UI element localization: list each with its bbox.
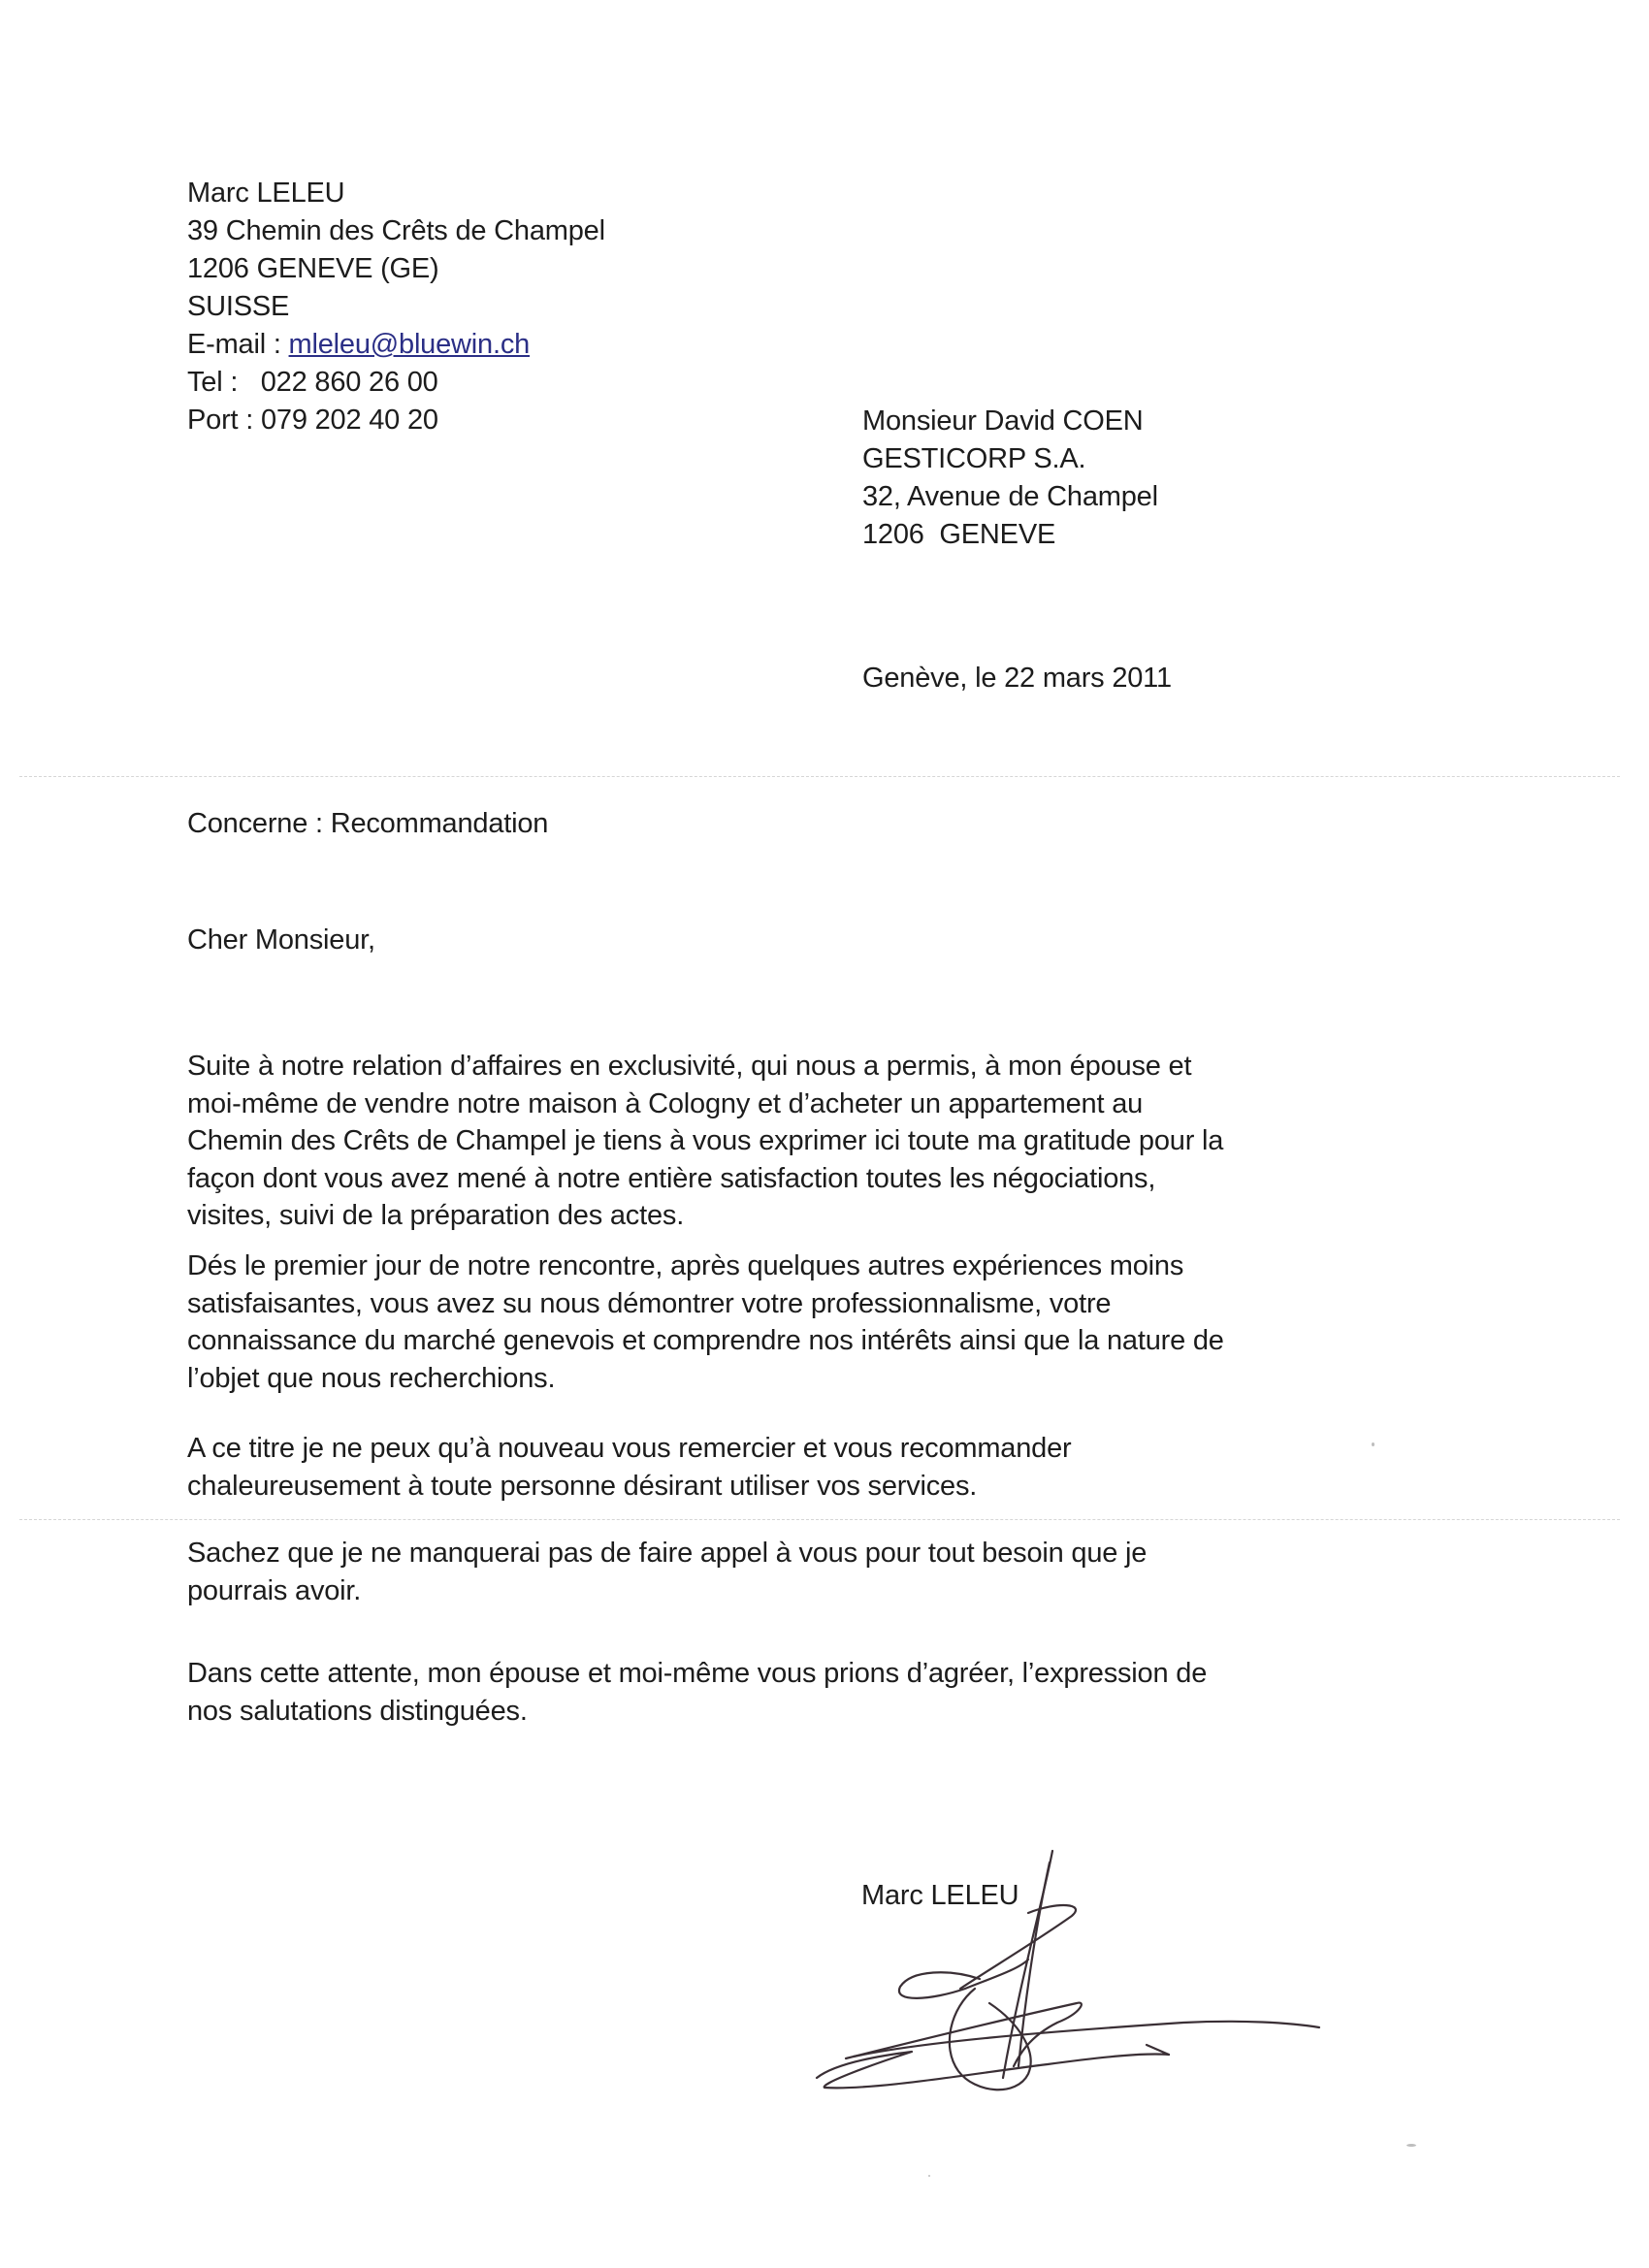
- fold-line: [19, 776, 1620, 777]
- fold-line: [19, 1519, 1620, 1520]
- email-link[interactable]: mleleu@bluewin.ch: [288, 329, 531, 360]
- body-paragraph-3: [187, 1430, 1071, 1505]
- scan-speck: [1372, 1442, 1374, 1446]
- paragraph-line: façon dont vous avez mené à notre entière satisfaction toutes les négociations,: [187, 1162, 1156, 1194]
- sender-tel: Tel : 022 860 26 00: [187, 367, 438, 398]
- paragraph-line: Dans cette attente, mon épouse et moi-même vous prions d’agréer, l’expression de: [187, 1658, 1208, 1689]
- sender-email-line: [187, 326, 530, 363]
- recipient-company: GESTICORP S.A.: [862, 443, 1086, 474]
- recipient-street: 32, Avenue de Champel: [862, 481, 1158, 512]
- body-paragraph-1: [187, 1048, 1223, 1235]
- paragraph-line: nos salutations distinguées.: [187, 1695, 528, 1727]
- subject-line: Concerne : Recommandation: [187, 808, 549, 839]
- sender-port: Port : 079 202 40 20: [187, 405, 438, 436]
- paragraph-line: Chemin des Crêts de Champel je tiens à vous exprimer ici toute ma gratitude pour la: [187, 1125, 1224, 1156]
- sender-name: Marc LELEU: [187, 178, 345, 209]
- body-paragraph-2: [187, 1247, 1224, 1397]
- recipient-name: Monsieur David COEN: [862, 405, 1144, 437]
- recipient-city: 1206 GENEVE: [862, 519, 1056, 550]
- body-paragraph-5: [187, 1655, 1207, 1730]
- paragraph-line: l’objet que nous recherchions.: [187, 1362, 556, 1394]
- sender-city: 1206 GENEVE (GE): [187, 253, 439, 284]
- salutation: Cher Monsieur,: [187, 924, 375, 956]
- sender-country: SUISSE: [187, 291, 290, 322]
- sender-street: 39 Chemin des Crêts de Champel: [187, 215, 605, 246]
- paragraph-line: connaissance du marché genevois et comprendre nos intérêts ainsi que la nature de: [187, 1325, 1224, 1356]
- paragraph-line: Suite à notre relation d’affaires en exclusivité, qui nous a permis, à mon épouse et: [187, 1051, 1192, 1082]
- scan-speck: [1406, 2144, 1416, 2147]
- paragraph-line: chaleureusement à toute personne désirant utiliser vos services.: [187, 1470, 978, 1502]
- paragraph-line: Sachez que je ne manquerai pas de faire appel à vous pour tout besoin que je: [187, 1538, 1148, 1569]
- paragraph-line: pourrais avoir.: [187, 1574, 362, 1606]
- email-label: E-mail :: [187, 329, 289, 360]
- signature-name: Marc LELEU: [861, 1880, 1019, 1911]
- paragraph-line: Dés le premier jour de notre rencontre, après quelques autres expériences moins: [187, 1250, 1184, 1281]
- body-paragraph-4: [187, 1535, 1147, 1609]
- paragraph-line: visites, suivi de la préparation des actes.: [187, 1200, 685, 1231]
- paragraph-line: A ce titre je ne peux qu’à nouveau vous remercier et vous recommander: [187, 1433, 1072, 1464]
- letter-date: Genève, le 22 mars 2011: [862, 663, 1172, 694]
- paragraph-line: moi-même de vendre notre maison à Cologny et d’acheter un appartement au: [187, 1087, 1144, 1119]
- paragraph-line: satisfaisantes, vous avez su nous démontrer votre professionnalisme, votre: [187, 1287, 1112, 1319]
- scan-speck: [928, 2175, 930, 2177]
- handwritten-signature-icon: [795, 1824, 1339, 2173]
